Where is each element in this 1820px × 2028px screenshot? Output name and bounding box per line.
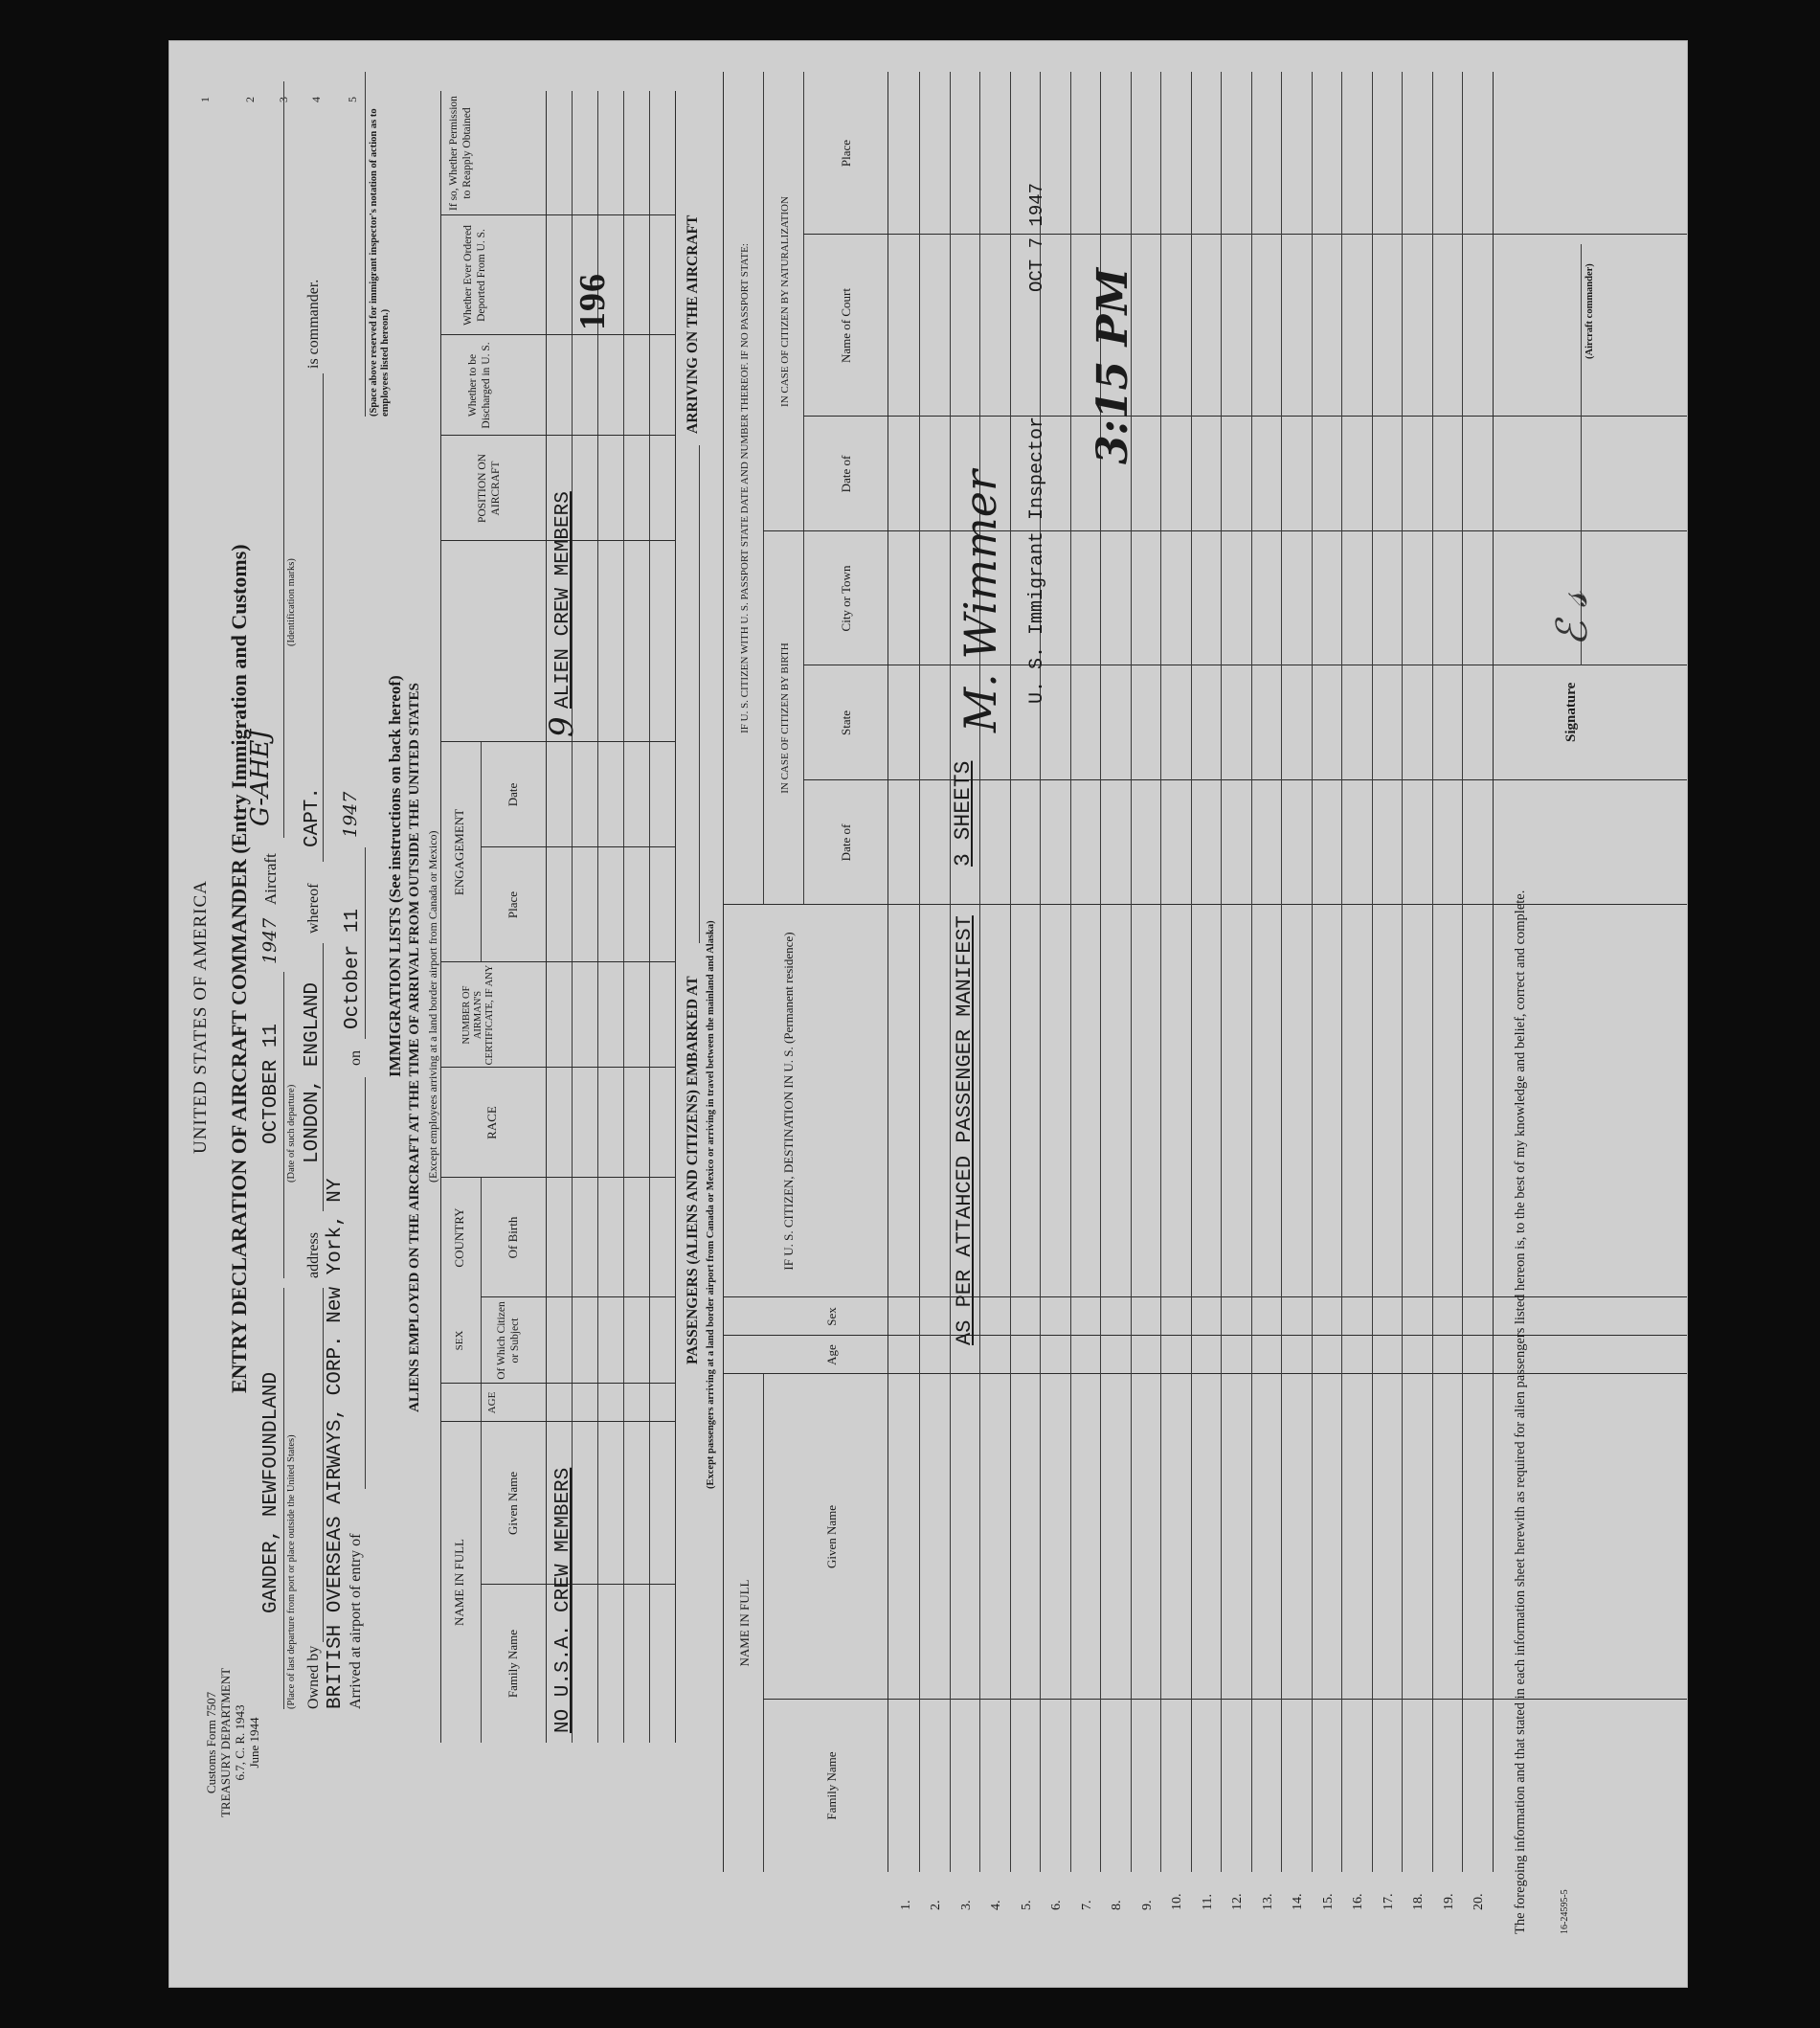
pass-sex-header: Sex <box>824 1307 839 1326</box>
row-number: 16. <box>1351 1893 1365 1910</box>
aliens-header-bottom <box>546 91 547 1743</box>
side-number: 2 <box>243 97 257 102</box>
row-number: 19. <box>1442 1893 1456 1910</box>
pass-row-line <box>919 72 920 1872</box>
commander-caption: (Aircraft commander) <box>1584 263 1595 359</box>
arrival-on: on <box>348 1050 364 1066</box>
aliens-table-top <box>440 91 441 1743</box>
pass-row-line <box>1251 72 1252 1872</box>
pass-row-line <box>1281 72 1282 1872</box>
aliens-subheader-line <box>481 1178 482 1743</box>
row-number: 17. <box>1382 1893 1396 1910</box>
row-number: 1. <box>899 1900 913 1910</box>
row-number: 2. <box>929 1900 943 1910</box>
form-cr: 6.7, C. R. 1943 <box>233 1704 247 1781</box>
aliens-certificate-header: NUMBER OF AIRMAN'S CERTIFICATE, IF ANY <box>461 964 495 1066</box>
row-number: 18. <box>1411 1893 1426 1910</box>
pass-col-divider <box>803 779 1688 780</box>
pass-col-divider <box>723 1335 1688 1336</box>
pass-birth-header: IN CASE OF CITIZEN BY BIRTH <box>779 642 791 794</box>
pass-col-divider <box>723 904 1688 905</box>
aircraft-label: Aircraft <box>261 853 280 905</box>
pass-col-divider <box>723 1373 1688 1374</box>
arrival-airport-line <box>365 1077 366 1489</box>
aliens-birth-header: Of Birth <box>506 1216 520 1259</box>
pass-col-divider <box>803 234 1688 235</box>
pass-row-line <box>1191 72 1192 1872</box>
owner-line <box>323 1288 324 1642</box>
passengers-title-right: ARRIVING ON THE AIRCRAFT <box>685 214 701 434</box>
passengers-subheader-line <box>763 72 764 905</box>
passengers-note: (Except passengers arriving at a land border airport from Canada or Mexico or arriving in travel between the mainland and Alaska) <box>706 920 716 1489</box>
passengers-subheader-line <box>763 1374 764 1872</box>
aliens-name-header: NAME IN FULL <box>452 1539 466 1626</box>
departure-place-line <box>283 1288 284 1709</box>
aliens-eng-place-header: Place <box>506 890 520 919</box>
pass-row-line <box>1070 72 1071 1872</box>
aliens-subheader-line <box>481 742 482 962</box>
aliens-permission-header: If so, Whether Permission to Reapply Obtained <box>448 96 473 211</box>
aliens-eng-date-header: Date <box>506 782 520 807</box>
commander-name: CAPT. <box>302 786 324 847</box>
row-number: 15. <box>1321 1893 1336 1910</box>
pass-row-line <box>1010 72 1011 1872</box>
form-department: TREASURY DEPARTMENT <box>218 1667 233 1818</box>
pass-row-line <box>979 72 980 1872</box>
print-code: 16-24595-5 <box>1560 1889 1570 1934</box>
aliens-position-header: POSITION ON AIRCRAFT <box>477 454 502 523</box>
row-number: 14. <box>1291 1893 1305 1910</box>
side-number: 5 <box>346 97 359 102</box>
row-number: 3. <box>959 1900 974 1910</box>
owner-value: BRITISH OVERSEAS AIRWAYS, CORP. New York, NY <box>325 1178 347 1709</box>
arrival-year: 1947 <box>340 791 361 838</box>
pass-row-line <box>1221 72 1222 1872</box>
row-number: 5. <box>1020 1900 1034 1910</box>
pass-given-header: Given Name <box>824 1504 839 1569</box>
aliens-title: ALIENS EMPLOYED ON THE AIRCRAFT AT THE TIME OF ARRIVAL FROM OUTSIDE THE UNITED STATES <box>407 683 422 1412</box>
pass-col-divider <box>763 1699 1688 1700</box>
alien-crew-members: ALIEN CREW MEMBERS <box>552 491 574 709</box>
embarked-line <box>699 445 700 943</box>
inspector-signature: M. Wimmer <box>955 470 1006 732</box>
aliens-col-divider <box>440 741 675 742</box>
pass-family-header: Family Name <box>824 1751 839 1820</box>
pass-row-line <box>1372 72 1373 1872</box>
aliens-race-header: RACE <box>484 1106 499 1139</box>
pass-dateof-header: Date of <box>839 823 853 862</box>
form-number: Customs Form 7507 <box>204 1691 218 1794</box>
pass-court-header: Name of Court <box>839 288 853 363</box>
aliens-no-usa-crew: NO U.S.A. CREW MEMBERS <box>552 1467 574 1733</box>
form-header <box>204 1613 261 1872</box>
pass-row-line <box>1040 72 1041 1872</box>
row-number: 11. <box>1201 1894 1215 1910</box>
departure-date-caption: (Date of such departure) <box>286 1084 297 1183</box>
address-label: address <box>305 1232 322 1278</box>
pass-row-line <box>1462 72 1463 1872</box>
side-number: 1 <box>198 97 212 102</box>
aliens-row-line <box>649 91 650 1743</box>
aliens-row-line <box>623 91 624 1743</box>
row-number: 6. <box>1049 1900 1064 1910</box>
pass-age-header: Age <box>824 1344 839 1365</box>
pass-name-header: NAME IN FULL <box>737 1579 752 1667</box>
pass-col-divider <box>723 1296 1688 1297</box>
owner-label: Owned by <box>305 1645 322 1709</box>
departure-place: GANDER, NEWFOUNDLAND <box>260 1371 282 1613</box>
pass-dateof2-header: Date of <box>839 455 853 493</box>
pass-row-line <box>1432 72 1433 1872</box>
pass-col-divider <box>763 530 1688 531</box>
row-number: 4. <box>989 1900 1003 1910</box>
row-number: 13. <box>1261 1893 1275 1910</box>
owner-address: LONDON, ENGLAND <box>302 981 324 1163</box>
marks-caption: (Identification marks) <box>286 558 297 646</box>
side-number: 3 <box>277 97 290 102</box>
departure-year: 1947 <box>259 917 281 964</box>
commander-line <box>323 373 324 862</box>
row-number: 12. <box>1230 1893 1245 1910</box>
commander-signature: ℰ 𝓈 <box>1548 592 1597 646</box>
aliens-country-header: COUNTRY <box>452 1207 466 1268</box>
aliens-engagement-header: ENGAGEMENT <box>452 808 466 896</box>
row-number: 9. <box>1140 1900 1155 1910</box>
aliens-sex-header: SEX <box>454 1330 465 1351</box>
rotated-form <box>169 41 1687 1987</box>
pass-nat-header: IN CASE OF CITIZEN BY NATURALIZATION <box>779 196 791 407</box>
address-line <box>323 943 324 1211</box>
pass-city-header: City or Town <box>839 565 853 632</box>
pass-col-divider <box>803 416 1688 417</box>
aliens-row-line <box>597 91 598 1743</box>
right-blank-line <box>365 72 366 417</box>
pass-row-line <box>1160 72 1161 1872</box>
manifest-sheets: 3 SHEETS <box>951 760 976 867</box>
aliens-given-header: Given Name <box>506 1471 520 1536</box>
aliens-col-divider <box>440 1383 675 1384</box>
row-number: 7. <box>1080 1900 1094 1910</box>
pass-table-bottom <box>1493 72 1494 1872</box>
form-date: June 1944 <box>247 1717 261 1769</box>
arrival-date-line <box>365 847 366 1039</box>
aliens-discharged-header: Whether to be Discharged in U. S. <box>467 342 492 429</box>
immigration-title: IMMIGRATION LISTS (See instructions on back hereof) <box>386 675 404 1077</box>
main-title: ENTRY DECLARATION OF AIRCRAFT COMMANDER (Entry Immigration and Customs) <box>227 544 251 1393</box>
signature-label: Signature <box>1563 682 1579 742</box>
aliens-family-header: Family Name <box>506 1629 520 1699</box>
inspector-time: 3:15 PM <box>1089 267 1137 464</box>
alien-crew-count: 9 <box>543 716 581 737</box>
row-number: 8. <box>1110 1900 1124 1910</box>
pass-row-line <box>950 72 951 1872</box>
arrival-date: October 11 <box>342 908 364 1029</box>
aliens-col-divider <box>440 1421 675 1422</box>
document-page <box>169 40 1688 1988</box>
passengers-table-top <box>723 72 724 1872</box>
pass-row-line <box>1312 72 1313 1872</box>
inspector-title: U. S. Immigrant Inspector <box>1026 416 1048 704</box>
inspector-stamp-date: OCT 7 1947 <box>1026 182 1047 292</box>
arrival-label: Arrived at airport of entry of <box>348 1533 364 1709</box>
aliens-deported-header: Whether Ever Ordered Deported From U. S. <box>462 225 487 326</box>
aliens-citizen-header: Of Which Citizen or Subject <box>496 1301 521 1380</box>
aircraft-marks-line <box>283 81 284 838</box>
aircraft-marks: G-AHEJ <box>246 730 275 826</box>
inspector-stamp-number: 196 <box>573 273 613 330</box>
side-number: 4 <box>309 97 323 102</box>
aliens-col-divider <box>440 1177 675 1178</box>
aliens-table-bottom <box>675 91 676 1743</box>
pass-row-line <box>1341 72 1342 1872</box>
is-commander: is commander. <box>305 279 322 369</box>
passengers-title: PASSENGERS (ALIENS AND CITIZENS) EMBARKED AT <box>685 976 701 1364</box>
footer-statement: The foregoing information and that stated in each information sheet herewith as required for alien passengers listed hereon is, to the best of my knowledge and belief, correct and complete. <box>1513 890 1528 1934</box>
aliens-age-header: AGE <box>486 1391 498 1414</box>
reserved-note: (Space above reserved for immigrant inspector's notation of action as to employees listed hereon.) <box>369 108 391 417</box>
country-title: UNITED STATES OF AMERICA <box>191 880 211 1154</box>
pass-passport-header: IF U. S. CITIZEN WITH U. S. PASSPORT STATE DATE AND NUMBER THEREOF. IF NO PASSPORT STATE: <box>739 243 751 733</box>
departure-date-line <box>283 972 284 1278</box>
departure-place-caption: (Place of last departure from port or place outside the United States) <box>286 1434 297 1709</box>
whereof-label: whereof <box>305 883 322 934</box>
row-number: 20. <box>1472 1893 1486 1910</box>
aliens-note: (Except employees arriving at a land border airport from Canada or Mexico) <box>426 830 439 1183</box>
pass-place-header: Place <box>839 139 853 168</box>
pass-row-line <box>1402 72 1403 1872</box>
pass-state-header: State <box>839 710 853 735</box>
pass-destination-header: IF U. S. CITIZEN, DESTINATION IN U. S. (Permanent residence) <box>781 932 796 1271</box>
row-number: 10. <box>1170 1893 1184 1910</box>
departure-date: OCTOBER 11 <box>260 1023 282 1144</box>
manifest-note: AS PER ATTAHCED PASSENGER MANIFEST <box>953 915 977 1345</box>
